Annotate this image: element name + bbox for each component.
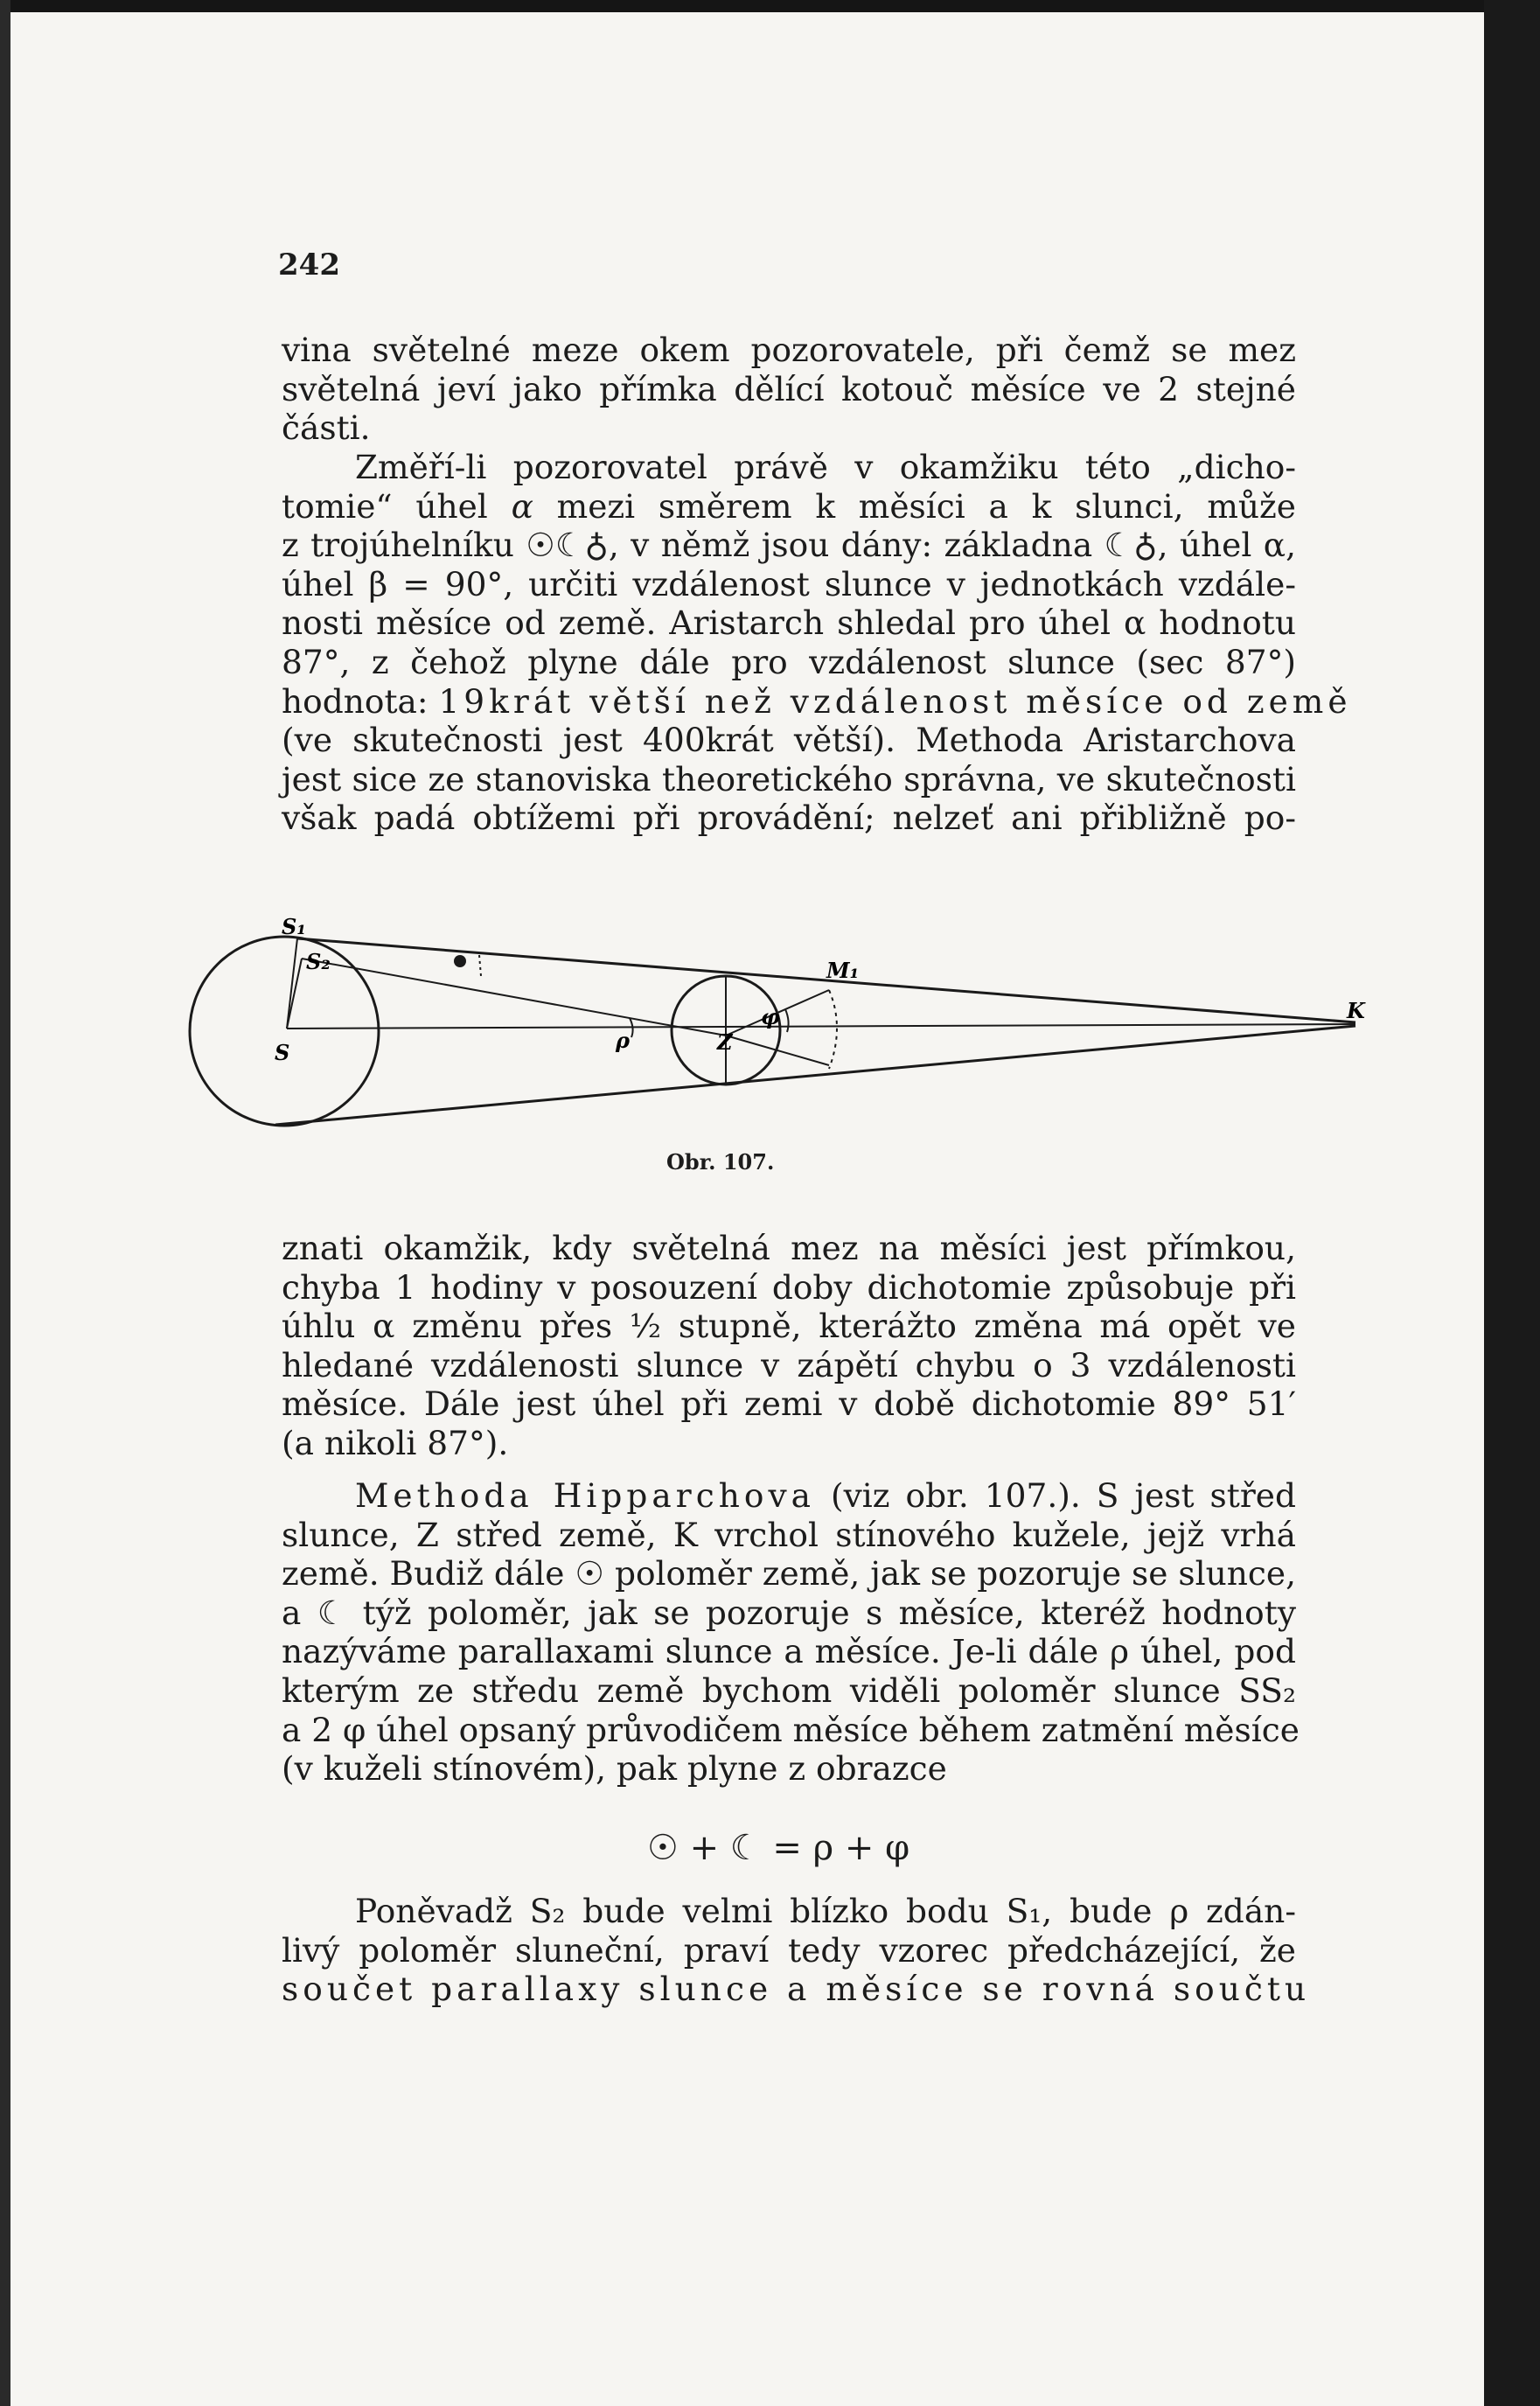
parallax-mark	[479, 955, 481, 976]
text-line: části.	[282, 408, 371, 448]
label-s1: S₁	[282, 914, 306, 939]
text-run: (viz obr. 107.). S jest střed	[814, 1476, 1296, 1515]
text-line: (v kuželi stínovém), pak plyne z obrazce	[282, 1749, 947, 1789]
text-line: Poněvadž S₂ bude velmi blízko bodu S₁, bude ρ zdán-	[355, 1892, 1296, 1930]
label-phi: φ	[761, 1004, 780, 1029]
spaced-text: Methoda Hipparchova	[355, 1476, 815, 1515]
scan-edge-top	[0, 0, 1540, 12]
formula: ☉ + ☾ = ρ + φ	[647, 1828, 910, 1868]
label-rho: ρ	[616, 1028, 630, 1053]
sun-circle	[190, 937, 379, 1126]
figure-caption: Obr. 107.	[666, 1149, 775, 1175]
text-line: kterým ze středu země bychom viděli poloměr slunce SS₂	[282, 1670, 1296, 1710]
text-line	[282, 681, 1352, 722]
scan-edge-left	[0, 0, 10, 2406]
text-line: znati okamžik, kdy světelná mez na měsíci jest přímkou,	[282, 1229, 1296, 1267]
alpha-symbol: α	[511, 486, 533, 526]
line-z-m2	[726, 1036, 829, 1065]
text-run: mezi směrem k měsíci a k slunci, může	[533, 486, 1296, 526]
text-line: země. Budiž dále ☉ poloměr země, jak se pozoruje se slunce,	[282, 1554, 1296, 1594]
text-line: nosti měsíce od země. Aristarch shledal pro úhel α hodnotu	[282, 603, 1296, 643]
paragraph-2	[282, 448, 1352, 838]
text-line: (a nikoli 87°).	[282, 1423, 509, 1462]
text-line: součet parallaxy slunce a měsíce se rovná součtu	[282, 1970, 1311, 2009]
text-line: 87°, z čehož plyne dále pro vzdálenost slunce (sec 87°)	[282, 642, 1296, 681]
text-line: úhel β = 90°, určiti vzdálenost slunce v jednotkách vzdále-	[282, 564, 1296, 603]
text-run: hodnota:	[282, 681, 439, 721]
label-k: K	[1347, 998, 1365, 1023]
sun-dot	[454, 955, 466, 967]
moon-orbit-arc	[829, 990, 837, 1069]
page-number: 242	[278, 248, 340, 282]
text-run: úhlu α změnu přes	[282, 1307, 630, 1346]
text-line: livý poloměr sluneční, praví tedy vzorec předcházející, že	[282, 1930, 1296, 1970]
text-line: jest sice ze stanoviska theoretického správna, ve skutečnosti	[282, 759, 1296, 799]
text-line: slunce, Z střed země, K vrchol stínového kužele, jejž vrhá	[282, 1515, 1296, 1554]
text-line: hledané vzdálenosti slunce v zápětí chybu o 3 vzdálenosti	[282, 1345, 1296, 1384]
text-line: z trojúhelníku ☉☾♁, v němž jsou dány: základna ☾♁, úhel α,	[282, 526, 1296, 565]
paragraph-4	[282, 1476, 1300, 1789]
text-line: chyba 1 hodiny v posouzení doby dichotomie způsobuje při	[282, 1267, 1296, 1307]
paragraph-3	[282, 1229, 1296, 1463]
text-run: tomie“ úhel	[282, 486, 512, 526]
text-line: a 2 φ úhel opsaný průvodičem měsíce během zatmění měsíce	[282, 1710, 1300, 1749]
text-line	[282, 1476, 1296, 1516]
text-line: (ve skutečnosti jest 400krát větší). Methoda Aristarchova	[282, 721, 1296, 760]
text-line	[282, 1307, 1296, 1346]
figure-hipparchus-diagram	[184, 906, 1382, 1142]
text-run: stupně, kterážto změna má opět ve	[661, 1307, 1296, 1346]
spaced-text: 19krát větší než vzdálenost měsíce od země	[438, 681, 1352, 721]
axis-line	[287, 1024, 1355, 1029]
text-line: nazýváme parallaxami slunce a měsíce. Je-li dále ρ úhel, pod	[282, 1632, 1296, 1671]
text-line: vina světelné meze okem pozorovatele, při čemž se mez	[282, 331, 1296, 369]
text-line: a ☾ týž poloměr, jak se pozoruje s měsíce, kteréž hodnoty	[282, 1593, 1296, 1632]
paragraph-5	[282, 1892, 1311, 2009]
label-z: Z	[717, 1029, 733, 1055]
paragraph-1	[282, 331, 1296, 448]
cone-edge-lower	[275, 1026, 1355, 1125]
text-line: měsíce. Dále jest úhel při zemi v době dichotomie 89° 51′	[282, 1384, 1296, 1424]
text-line: Změří-li pozorovatel právě v okamžiku této „dicho-	[355, 448, 1296, 486]
label-s: S	[275, 1040, 290, 1065]
text-line	[282, 487, 1296, 527]
label-m1: M₁	[826, 958, 860, 983]
text-line: světelná jeví jako přímka dělící kotouč měsíce ve 2 stejné	[282, 369, 1296, 408]
label-s2: S₂	[306, 949, 331, 974]
text-line: však padá obtížemi při provádění; nelzeť ani přibližně po-	[282, 799, 1296, 838]
line-s2-z	[302, 959, 726, 1036]
fraction-half: ½	[629, 1307, 662, 1346]
scan-edge-right	[1484, 0, 1540, 2406]
phi-arc	[785, 1009, 789, 1032]
